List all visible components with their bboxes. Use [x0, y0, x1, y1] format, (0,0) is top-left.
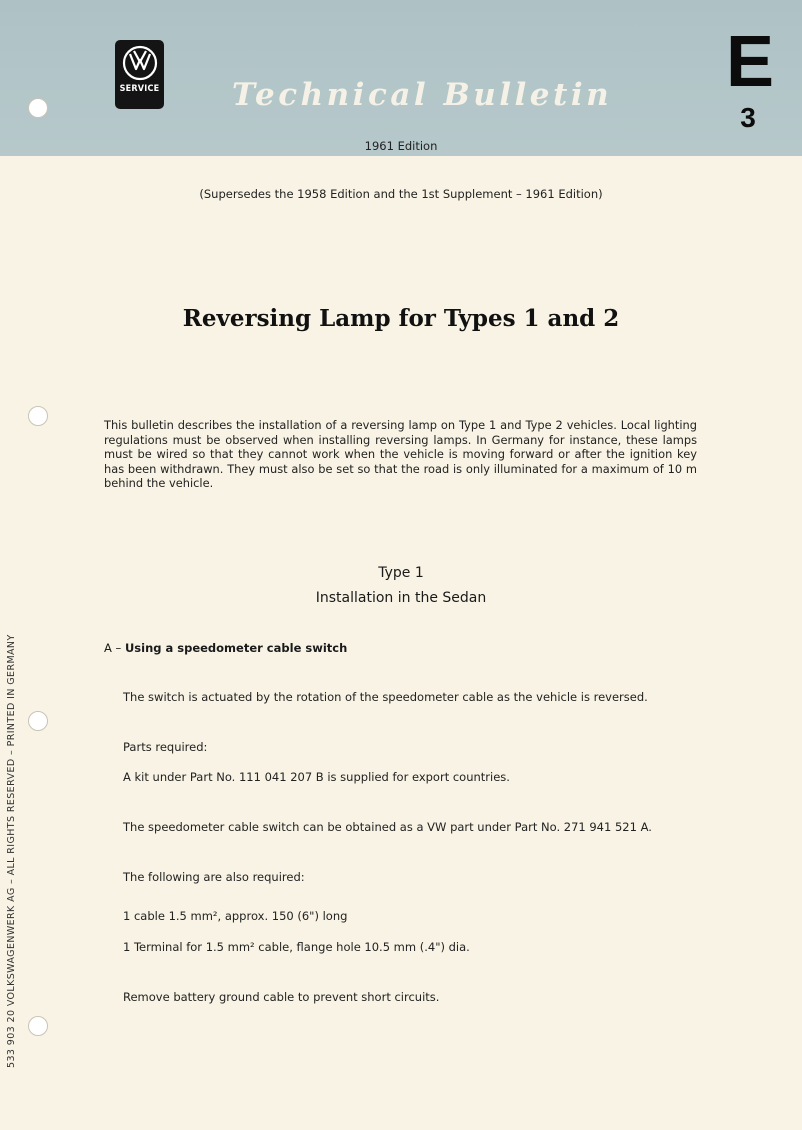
intro-paragraph: This bulletin describes the installation of a reversing lamp on Type 1 and Type 2 vehicles. Local lighting regulations must be observed when installing reversing lamps. In Germany for instance, these lamps must be wired so that they cannot work when the vehicle is moving forward or after the ignition key has been withdrawn. They must also be set so that the road is only illuminated for a maximum of 10 m behind the vehicle.	[104, 418, 697, 491]
paragraph-switch-part-number: The speedometer cable switch can be obtained as a VW part under Part No. 271 941 521 A.	[123, 820, 652, 834]
binder-hole	[28, 98, 48, 118]
bulletin-title: Technical Bulletin	[232, 77, 613, 113]
vw-service-logo	[115, 40, 164, 109]
section-number: 3	[740, 102, 756, 133]
binder-hole	[28, 406, 48, 426]
installation-heading: Installation in the Sedan	[315, 590, 487, 606]
section-letter: E	[725, 22, 775, 102]
section-a-prefix: A –	[104, 641, 125, 655]
paragraph-parts-required: Parts required:	[123, 740, 208, 754]
vw-emblem-icon	[122, 45, 158, 81]
binder-hole	[28, 1016, 48, 1036]
type-heading: Type 1	[378, 565, 424, 581]
section-a-heading	[104, 641, 347, 655]
edition-label: 1961 Edition	[364, 139, 438, 153]
binder-hole	[28, 711, 48, 731]
paragraph-kit-part-number: A kit under Part No. 111 041 207 B is supplied for export countries.	[123, 770, 510, 784]
supersedes-note: (Supersedes the 1958 Edition and the 1st Supplement – 1961 Edition)	[199, 187, 603, 201]
paragraph-remove-ground: Remove battery ground cable to prevent short circuits.	[123, 990, 440, 1004]
paragraph-switch-actuation: The switch is actuated by the rotation of the speedometer cable as the vehicle is reversed.	[123, 690, 648, 704]
paragraph-also-required: The following are also required:	[123, 870, 305, 884]
logo-service-label: SERVICE	[119, 84, 160, 94]
paragraph-terminal-spec: 1 Terminal for 1.5 mm² cable, flange hole 10.5 mm (.4") dia.	[123, 940, 470, 954]
side-imprint: 533 903 20 VOLKSWAGENWERK AG – ALL RIGHTS RESERVED – PRINTED IN GERMANY	[6, 634, 17, 1068]
section-a-title: Using a speedometer cable switch	[124, 641, 348, 655]
page-title: Reversing Lamp for Types 1 and 2	[182, 305, 620, 332]
header-band	[0, 0, 802, 156]
paragraph-cable-spec: 1 cable 1.5 mm², approx. 150 (6") long	[123, 909, 348, 923]
